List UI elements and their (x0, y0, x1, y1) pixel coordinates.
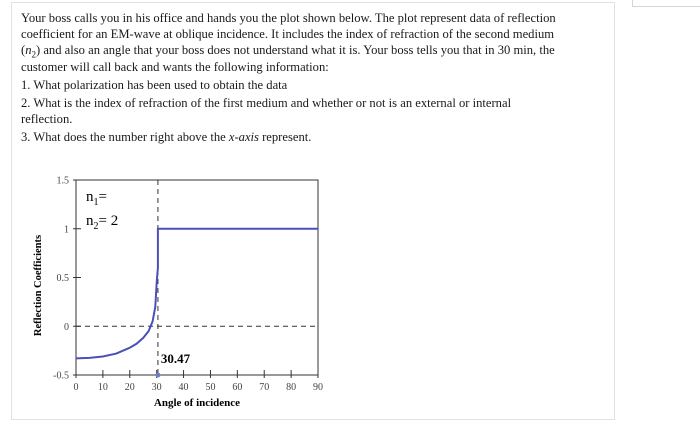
q3-axis: x-axis (228, 130, 259, 145)
x-tick-label: 60 (232, 382, 243, 393)
n2-subscript: 2 (31, 49, 36, 60)
intro-line-3-text: ) and also an angle that your boss does not understand what it is. Your boss tells you that in 30 min, the (36, 43, 555, 58)
question-1: 1. What polarization has been used to obtain the data (21, 77, 288, 92)
x-tick-label: 30 (151, 382, 162, 393)
n2-symbol: n (25, 43, 32, 58)
reference-lines (76, 180, 318, 375)
x-tick-label: 20 (124, 382, 135, 393)
x-tick-label: 80 (286, 382, 297, 393)
x-tick-label: 10 (97, 382, 108, 393)
x-axis-label: Angle of incidence (153, 397, 241, 409)
question-2-line-1: 2. What is the index of refraction of the first medium and whether or not is an external or internal (21, 96, 512, 111)
reflection-chart (28, 168, 328, 413)
intro-line-3: $(n_2)$ and also an angle that your boss does not understand what it is. Your boss tells you that in 30 min, the (21, 43, 555, 60)
x-tick-label: 40 (178, 382, 189, 393)
y-tick-label: -0.5 (53, 370, 69, 382)
y-axis-label: Reflection Coefficients (33, 234, 44, 337)
y-axis (53, 176, 81, 382)
question-2-line-2: reflection. (21, 112, 73, 127)
question-text (21, 10, 611, 146)
intro-line-2: coefficient for an EM-wave at oblique incidence. It includes the index of refraction of the second medium (21, 27, 555, 42)
q3-prefix: 3. What does the number right above the (21, 130, 229, 145)
intro-line-4: customer will call back and wants the following information: (21, 59, 329, 74)
critical-angle-annotation: 30.47 (160, 351, 191, 366)
chart-svg (28, 168, 328, 413)
critical-angle-marker (155, 373, 160, 378)
intro-line-1: Your boss calls you in his office and hands you the plot shown below. The plot represent data of reflection (21, 11, 556, 25)
legend-n1: $n_1=$ (86, 189, 107, 208)
plot-frame (76, 180, 318, 375)
question-3 (21, 129, 611, 145)
reflection-curve (76, 229, 318, 359)
x-tick-label: 70 (259, 382, 270, 393)
y-tick-label: 1 (64, 224, 69, 236)
y-tick-label: 0 (64, 321, 69, 333)
x-axis (74, 370, 324, 393)
y-tick-label: 1.5 (56, 175, 69, 187)
y-tick-label: 0.5 (56, 273, 69, 284)
x-tick-label: 90 (313, 382, 323, 393)
corner-frame (632, 0, 700, 7)
legend-n2: $n_2= 2$ (86, 213, 119, 232)
x-tick-label: 0 (73, 382, 79, 393)
q3-suffix: represent. (258, 130, 312, 145)
x-tick-label: 50 (205, 382, 216, 393)
series-layer (76, 229, 318, 359)
